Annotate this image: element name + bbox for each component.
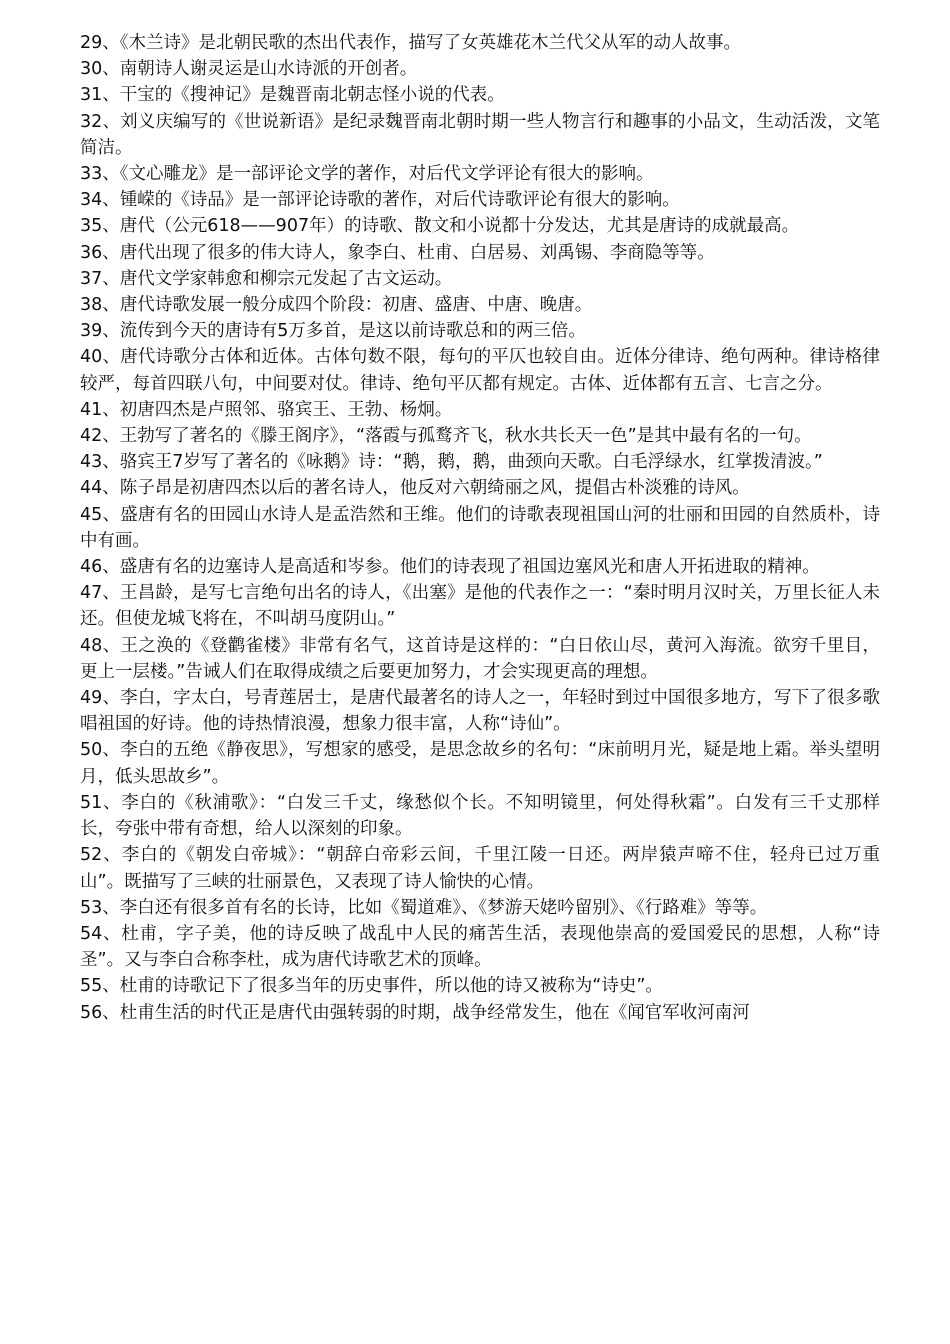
item-number: 56、 <box>80 1002 120 1023</box>
list-item <box>80 633 880 685</box>
item-number: 46、 <box>80 557 120 578</box>
list-item <box>80 737 880 789</box>
item-number: 34、 <box>80 190 120 211</box>
item-text: 杜甫的诗歌记下了很多当年的历史事件，所以他的诗又被称为“诗史”。 <box>119 976 663 997</box>
list-item <box>80 423 880 449</box>
item-text: 李白还有很多首有名的长诗，比如《蜀道难》、《梦游天姥吟留别》、《行路难》等等。 <box>119 897 768 918</box>
item-number: 33、 <box>80 164 120 185</box>
item-number: 48、 <box>80 635 121 656</box>
item-text: 《文心雕龙》是一部评论文学的著作，对后代文学评论有很大的影响。 <box>119 164 654 185</box>
item-text: 李白的《朝发白帝城》：“朝辞白帝彩云间，千里江陵一日还。两岸猿声啼不住，轻舟已过万重山”。既描写了三峡的壮丽景色，又表现了诗人愉快的心情。 <box>80 845 880 892</box>
item-text: 骆宾王7岁写了著名的《咏鹅》诗：“鹅，鹅，鹅，曲颈向天歌。白毛浮绿水，红掌拨清波。” <box>119 452 823 473</box>
list-item <box>80 240 880 266</box>
item-number: 51、 <box>80 792 122 813</box>
list-item <box>80 213 880 239</box>
item-number: 43、 <box>80 452 120 473</box>
item-text: 盛唐有名的边塞诗人是高适和岑参。他们的诗表现了祖国边塞风光和唐人开拓进取的精神。 <box>119 557 820 578</box>
item-number: 29、 <box>80 33 120 53</box>
item-text: 李白的《秋浦歌》：“白发三千丈，缘愁似个长。不知明镜里，何处得秋霜”。白发有三千丈那样长，夸张中带有奇想，给人以深刻的印象。 <box>80 792 880 840</box>
item-text: 王昌龄，是写七言绝句出名的诗人，《出塞》是他的代表作之一：“秦时明月汉时关，万里长征人未还。但使龙城飞将在，不叫胡马度阴山。” <box>80 583 880 630</box>
list-item <box>80 56 880 82</box>
item-number: 47、 <box>80 583 121 604</box>
list-item <box>80 82 880 108</box>
item-text: 盛唐有名的田园山水诗人是孟浩然和王维。他们的诗歌表现祖国山河的壮丽和田园的自然质朴，诗中有画。 <box>80 504 880 551</box>
item-number: 52、 <box>80 845 122 866</box>
item-number: 37、 <box>80 268 120 289</box>
item-text: 杜甫生活的时代正是唐代由强转弱的时期，战争经常发生，他在《闻官军收河南河 <box>119 1002 750 1023</box>
item-text: 干宝的《搜神记》是魏晋南北朝志怪小说的代表。 <box>119 85 505 106</box>
list-item <box>80 502 880 554</box>
list-item <box>80 187 880 213</box>
item-text: 王之涣的《登鹳雀楼》非常有名气，这首诗是这样的：“白日依山尽，黄河入海流。欲穷千里目，更上一层楼。”告诫人们在取得成绩之后要更加努力，才会实现更高的理想。 <box>80 635 880 682</box>
item-number: 32、 <box>80 111 121 132</box>
item-text: 李白的五绝《静夜思》，写想家的感受，是思念故乡的名句：“床前明月光，疑是地上霜。举头望明月，低头思故乡”。 <box>80 740 880 787</box>
item-text: 王勃写了著名的《滕王阁序》，“落霞与孤鹜齐飞，秋水共长天一色”是其中最有名的一句。 <box>119 426 812 447</box>
list-item <box>80 580 880 632</box>
item-text: 唐代诗歌发展一般分成四个阶段：初唐、盛唐、中唐、晚唐。 <box>119 295 593 316</box>
item-number: 54、 <box>80 923 122 944</box>
item-number: 41、 <box>80 399 120 420</box>
list-item <box>80 318 880 344</box>
item-text: 唐代出现了很多的伟大诗人，象李白、杜甫、白居易、刘禹锡、李商隐等等。 <box>119 242 715 263</box>
list-item <box>80 109 880 161</box>
item-text: 李白，字太白，号青莲居士，是唐代最著名的诗人之一，年轻时到过中国很多地方，写下了很多歌唱祖国的好诗。他的诗热情浪漫，想象力很丰富，人称“诗仙”。 <box>80 688 880 735</box>
item-number: 53、 <box>80 897 120 918</box>
list-item <box>80 161 880 187</box>
item-number: 50、 <box>80 740 121 761</box>
item-number: 44、 <box>80 478 120 499</box>
list-item <box>80 973 880 999</box>
list-item <box>80 292 880 318</box>
list-item <box>80 344 880 396</box>
list-item <box>80 475 880 501</box>
list-item <box>80 449 880 475</box>
item-text: 杜甫，字子美，他的诗反映了战乱中人民的痛苦生活，表现他崇高的爱国爱民的思想，人称“诗圣”。又与李白合称李杜，成为唐代诗歌艺术的顶峰。 <box>80 923 880 971</box>
document-page <box>80 30 880 1026</box>
item-text: 初唐四杰是卢照邻、骆宾王、王勃、杨炯。 <box>119 399 453 420</box>
item-text: 陈子昂是初唐四杰以后的著名诗人，他反对六朝绮丽之风，提倡古朴淡雅的诗风。 <box>119 478 750 499</box>
item-text: 唐代（公元618——907年）的诗歌、散文和小说都十分发达，尤其是唐诗的成就最高。 <box>119 216 800 237</box>
item-number: 42、 <box>80 426 120 447</box>
item-text: 《木兰诗》是北朝民歌的杰出代表作，描写了女英雄花木兰代父从军的动人故事。 <box>119 33 742 53</box>
item-number: 31、 <box>80 85 120 106</box>
item-text: 南朝诗人谢灵运是山水诗派的开创者。 <box>119 59 418 80</box>
item-number: 55、 <box>80 976 120 997</box>
list-item <box>80 397 880 423</box>
item-number: 38、 <box>80 295 120 316</box>
item-number: 45、 <box>80 504 121 525</box>
item-text: 唐代诗歌分古体和近体。古体句数不限，每句的平仄也较自由。近体分律诗、绝句两种。律诗格律较严，每首四联八句，中间要对仗。律诗、绝句平仄都有规定。古体、近体都有五言、七言之分。 <box>80 347 880 394</box>
item-text: 唐代文学家韩愈和柳宗元发起了古文运动。 <box>119 268 453 289</box>
item-number: 39、 <box>80 321 120 342</box>
list-item <box>80 266 880 292</box>
list-item <box>80 895 880 921</box>
list-item <box>80 685 880 737</box>
item-text: 刘义庆编写的《世说新语》是纪录魏晋南北朝时期一些人物言行和趣事的小品文，生动活泼，文笔简洁。 <box>80 111 880 158</box>
list-item <box>80 554 880 580</box>
list-item <box>80 30 880 56</box>
item-text: 锺嵘的《诗品》是一部评论诗歌的著作，对后代诗歌评论有很大的影响。 <box>119 190 680 211</box>
item-number: 40、 <box>80 347 121 368</box>
list-item <box>80 842 880 894</box>
item-number: 49、 <box>80 688 121 709</box>
item-number: 36、 <box>80 242 120 263</box>
list-item <box>80 921 880 973</box>
list-item <box>80 1000 880 1026</box>
item-text: 流传到今天的唐诗有5万多首，是这以前诗歌总和的两三倍。 <box>119 321 586 342</box>
list-item <box>80 790 880 842</box>
item-number: 30、 <box>80 59 120 80</box>
item-number: 35、 <box>80 216 120 237</box>
